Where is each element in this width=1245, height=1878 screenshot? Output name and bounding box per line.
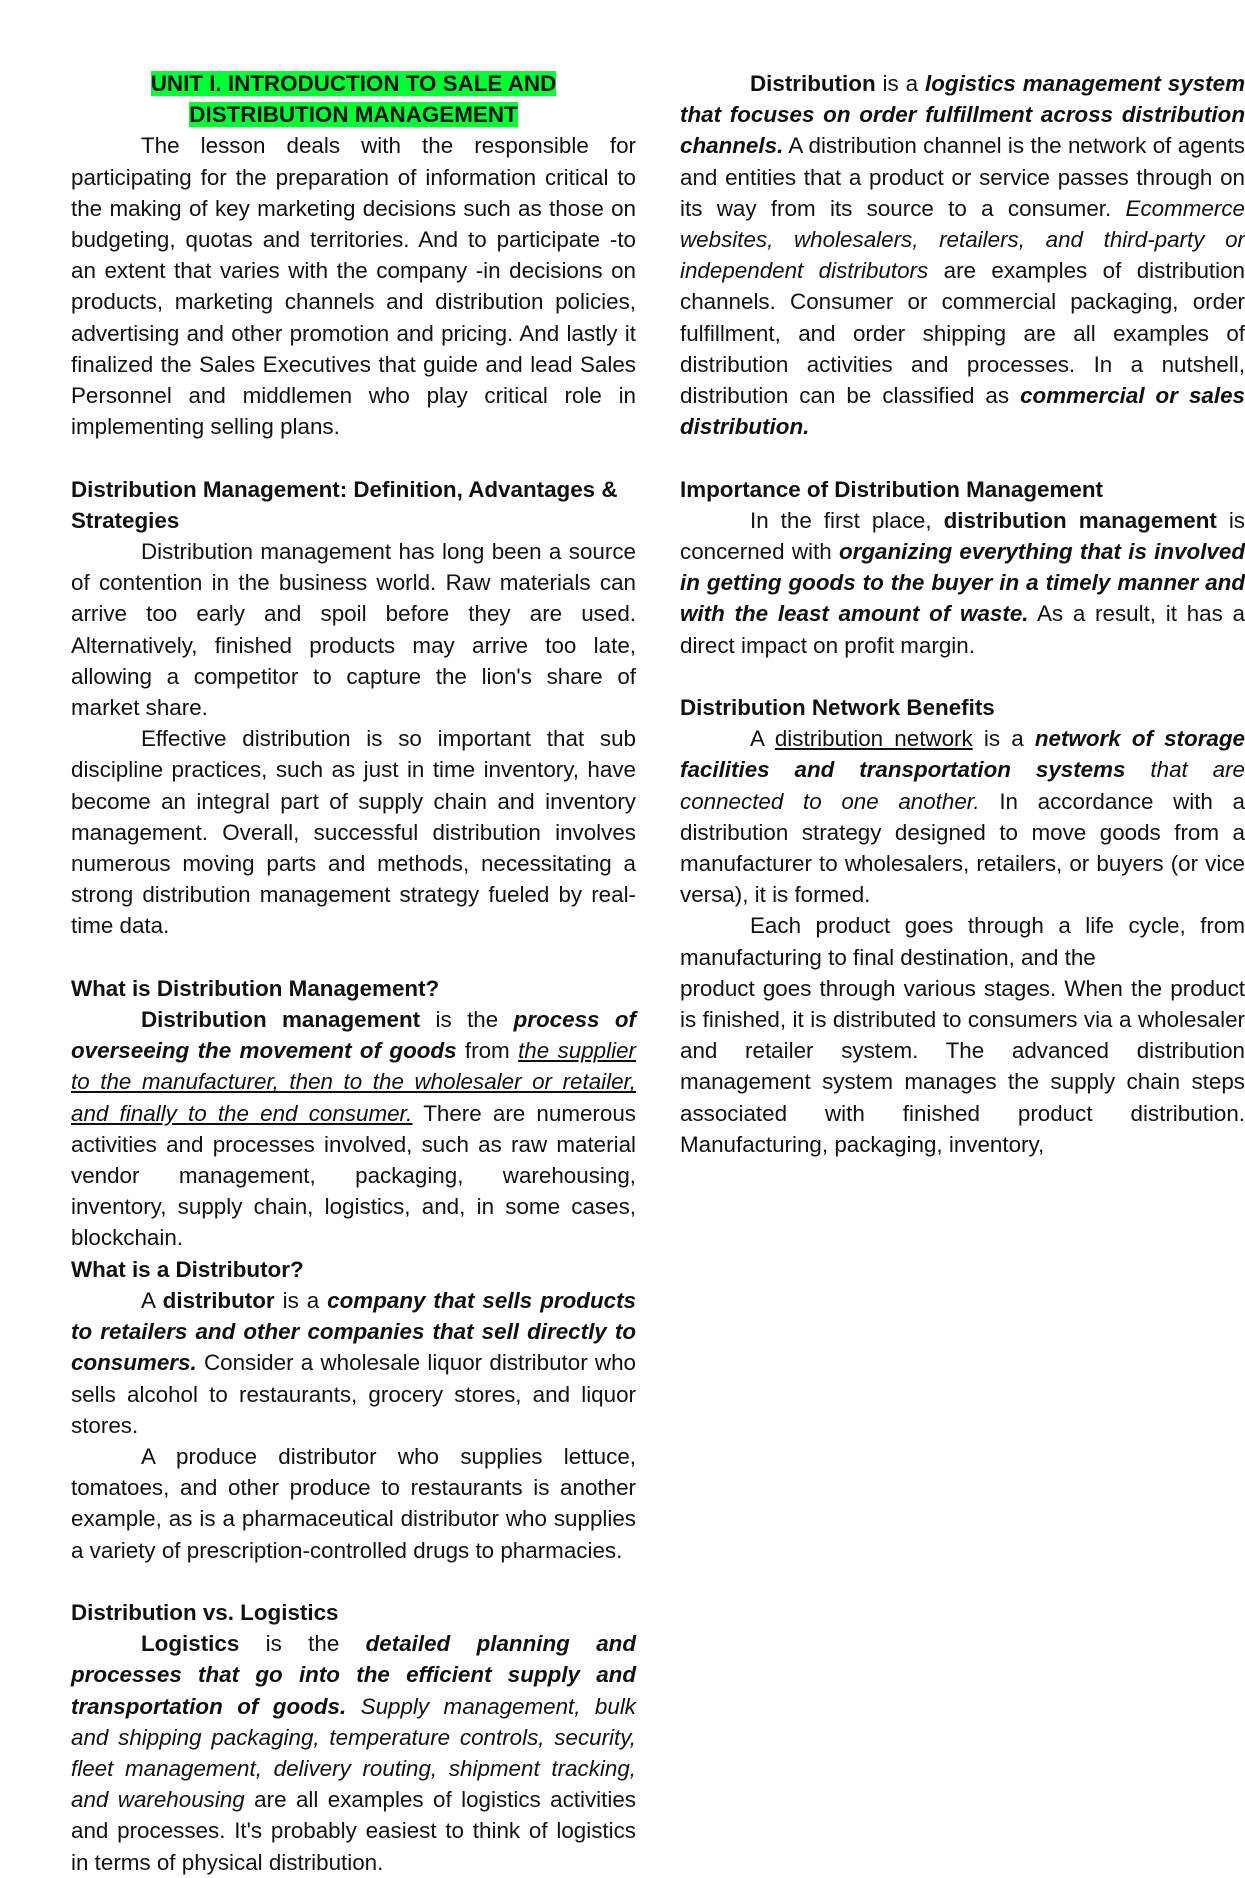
- definition-network: network of storage facilities and transportation systems: [680, 726, 1245, 783]
- definition-organizing: organizing everything that is involved in getting goods to the buyer in a timely manner and with the least amount of waste.: [680, 539, 1245, 627]
- logistics-examples: Supply management, bulk and shipping packaging, temperature controls, security, fleet management, delivery routing, shipment tracking, and warehousing: [71, 1693, 636, 1813]
- distribution-classification: commercial or sales distribution.: [680, 383, 1245, 440]
- heading-distribution-vs-logistics: Distribution vs. Logistics: [71, 1599, 339, 1625]
- distribution-channel-examples: Ecommerce websites, wholesalers, retailers, and third-party or independent distributors: [680, 195, 1245, 284]
- term-distribution-management: Distribution management: [141, 1007, 421, 1033]
- paragraph-contention: Distribution management has long been a source of contention in the business world. Raw materials can arrive too early and spoil before they are used. Alternatively, finished products may arrive too late, allowing a competitor to capture the lion's share of market share.: [71, 539, 636, 721]
- title-line-2: DISTRIBUTION MANAGEMENT: [189, 102, 518, 128]
- definition-logistics: detailed planning and processes that go into the efficient supply and transportation of goods.: [71, 1631, 637, 1719]
- term-distribution-management-2: distribution management: [943, 507, 1217, 533]
- definition-distribution: logistics management system that focuses on order fulfillment across distribution channels.: [680, 71, 1245, 159]
- heading-importance: Importance of Distribution Management: [680, 476, 1103, 502]
- heading-what-is-distribution-management: What is Distribution Management?: [71, 975, 440, 1001]
- paragraph-produce-distributor: A produce distributor who supplies lettuce, tomatoes, and other produce to restaurants is another example, as is a pharmaceutical distributor who supplies a variety of prescription-controlled drugs to pharmacies.: [71, 1443, 636, 1563]
- paragraph-distribution-management-def: Distribution management is the process of overseeing the movement of goods from the supplier to the manufacturer, then to the wholesaler or retailer, and finally to the end consumer. There are numerous activities and processes involved, such as raw material vendor management, packaging, warehousing, inventory, supply chain, logistics, and, in some cases, blockchain.: [71, 1007, 636, 1251]
- document-title: [71, 68, 636, 130]
- paragraph-effective-distribution: Effective distribution is so important that sub discipline practices, such as just in time inventory, have become an integral part of supply chain and inventory management. Overall, successful distribution involves numerous moving parts and methods, necessitating a strong distribution management strategy fueled by real-time data.: [71, 726, 636, 939]
- heading-network-benefits: Distribution Network Benefits: [680, 695, 995, 721]
- intro-paragraph: The lesson deals with the responsible for participating for the preparation of information critical to the making of key marketing decisions such as those on budgeting, quotas and territories. And to participate -to an extent that varies with the company -in decisions on products, marketing channels and distribution policies, advertising and other promotion and pricing. And lastly it finalized the Sales Executives that guide and lead Sales Personnel and middlemen who play critical role in implementing selling plans.: [71, 133, 636, 440]
- supply-path-text: the supplier to the manufacturer, then to the wholesaler or retailer, and finally to the end consumer.: [71, 1038, 636, 1126]
- paragraph-life-cycle: Each product goes through a life cycle, from manufacturing to final destination, and the: [680, 913, 1245, 970]
- term-distributor: distributor: [162, 1287, 275, 1313]
- left-column: [71, 68, 636, 1878]
- paragraph-logistics-def: Logistics is the detailed planning and processes that go into the efficient supply and transportation of goods. Supply management, bulk and shipping packaging, temperature controls, security, fleet management, delivery routing, shipment tracking, and warehousing are all examples of logistics activities and processes. It's probably easiest to think of logistics in terms of physical distribution.: [71, 1631, 637, 1875]
- paragraph-network-def: A distribution network is a network of storage facilities and transportation systems that are connected to one another. In accordance with a distribution strategy designed to move goods from a manufacturer to wholesalers, retailers, or buyers (or vice versa), it is formed.: [680, 726, 1245, 908]
- term-logistics: Logistics: [141, 1631, 240, 1657]
- right-column: [680, 68, 1245, 1160]
- heading-what-is-distributor: What is a Distributor?: [71, 1256, 304, 1282]
- heading-definition-advantages: Distribution Management: Definition, Advantages & Strategies: [71, 476, 618, 533]
- term-distribution-network: distribution network: [774, 726, 973, 752]
- paragraph-distribution-def: Distribution is a logistics management system that focuses on order fulfillment across distribution channels. A distribution channel is the network of agents and entities that a product or service passes through on its way from its source to a consumer. Ecommerce websites, wholesalers, retailers, and third-party or independent distributors are examples of distribution channels. Consumer or commercial packaging, order fulfillment, and order shipping are all examples of distribution activities and processes. In a nutshell, distribution can be classified as commercial or sales distribution.: [680, 71, 1245, 440]
- definition-overseeing-movement: process of overseeing the movement of goods: [71, 1007, 636, 1064]
- definition-distributor: company that sells products to retailers and other companies that sell directly to consumers.: [71, 1287, 636, 1376]
- title-line-1: UNIT I. INTRODUCTION TO SALE AND: [150, 71, 557, 96]
- paragraph-distributor-def: A distributor is a company that sells products to retailers and other companies that sell directly to consumers. Consider a wholesale liquor distributor who sells alcohol to restaurants, grocery stores, and liquor stores.: [71, 1287, 636, 1438]
- term-distribution: Distribution: [750, 71, 876, 96]
- paragraph-importance: In the first place, distribution management is concerned with organizing everything that is involved in getting goods to the buyer in a timely manner and with the least amount of waste. As a result, it has a direct impact on profit margin.: [680, 507, 1245, 658]
- paragraph-product-stages: product goes through various stages. When the product is finished, it is distributed to consumers via a wholesaler and retailer system. The advanced distribution management system manages the supply chain steps associated with finished product distribution. Manufacturing, packaging, inventory,: [680, 975, 1245, 1157]
